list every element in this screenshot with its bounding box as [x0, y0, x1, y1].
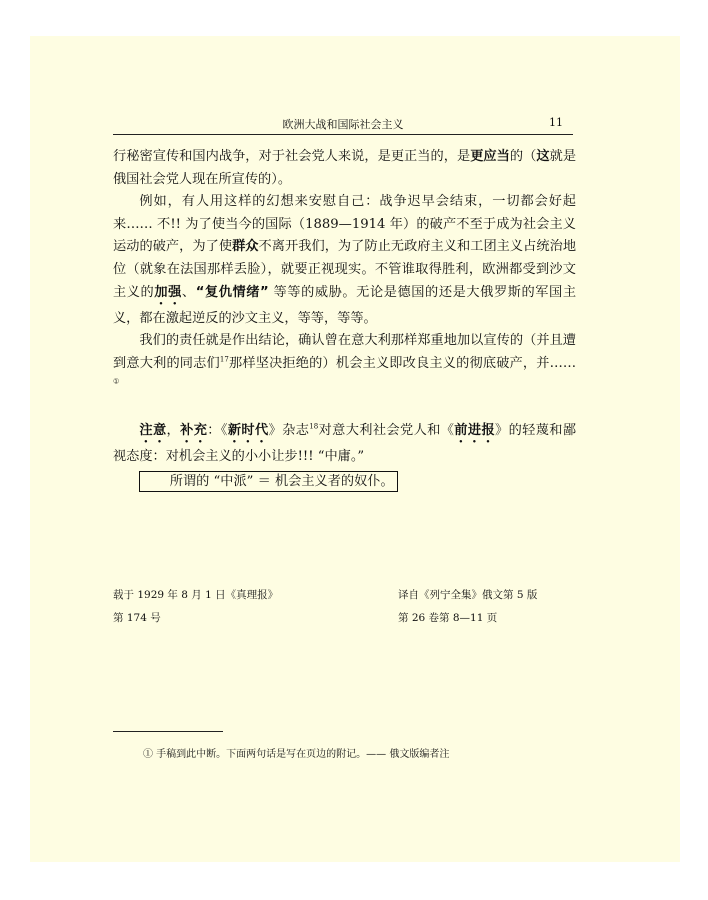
- paragraph-1: 行秘密宣传和国内战争，对于社会党人来说，是更正当的，是更应当的（这就是俄国社会党人现在所宣传的）。: [113, 149, 577, 187]
- running-header: [113, 114, 573, 135]
- publication-source: 载于 1929 年 8 月 1 日《真理报》 第 174 号: [113, 589, 279, 624]
- marginal-note: 注意，补充：《新时代》杂志$^{18}$对意大利社会党人和《前进报》的轻蔑和鄙视态度：对机会主义的小小让步!!! “中庸。”: [113, 422, 577, 464]
- footnote-ref: ①: [113, 377, 120, 386]
- footnote: ① 手稿到此中断。下面两句话是写在页边的附记。—— 俄文版编者注: [143, 749, 450, 760]
- footnote-divider: [113, 731, 223, 732]
- boxed-note-line: [113, 469, 576, 494]
- paragraph-2: 例如，有人用这样的幻想来安慰自己：战争迟早会结束，一切都会好起来…… 不!! 为了使当今的国际（1889—1914 年）的破产不至于成为社会主义运动的破产，为了使群众不离开我们，为了防止无政府主义和工团主义占统治地位（就象在法国那样丢脸），就要正视现实。不管谁取得胜利，欧洲都受到沙文主义的加强、“复仇情绪” 等等的威胁。无论是德国的还是大俄罗斯的军国主义，都在激起逆反的沙文主义，等等，等等。: [113, 194, 577, 326]
- paragraph-3: 我们的责任就是作出结论，确认曾在意大利那样郑重地加以宣传的（并且遭到意大利的同志们$^{17}$那样坚决拒绝的）机会主义即改良主义的彻底破产，并……①: [113, 333, 577, 386]
- header-title: 欧洲大战和国际社会主义: [282, 118, 404, 131]
- translation-source: 译自《列宁全集》俄文第 5 版 第 26 卷第 8—11 页: [398, 589, 538, 624]
- boxed-note: 所谓的 “中派” ＝ 机会主义者的奴仆。: [139, 471, 397, 492]
- page-number: 11: [549, 116, 563, 129]
- main-text: [113, 146, 576, 493]
